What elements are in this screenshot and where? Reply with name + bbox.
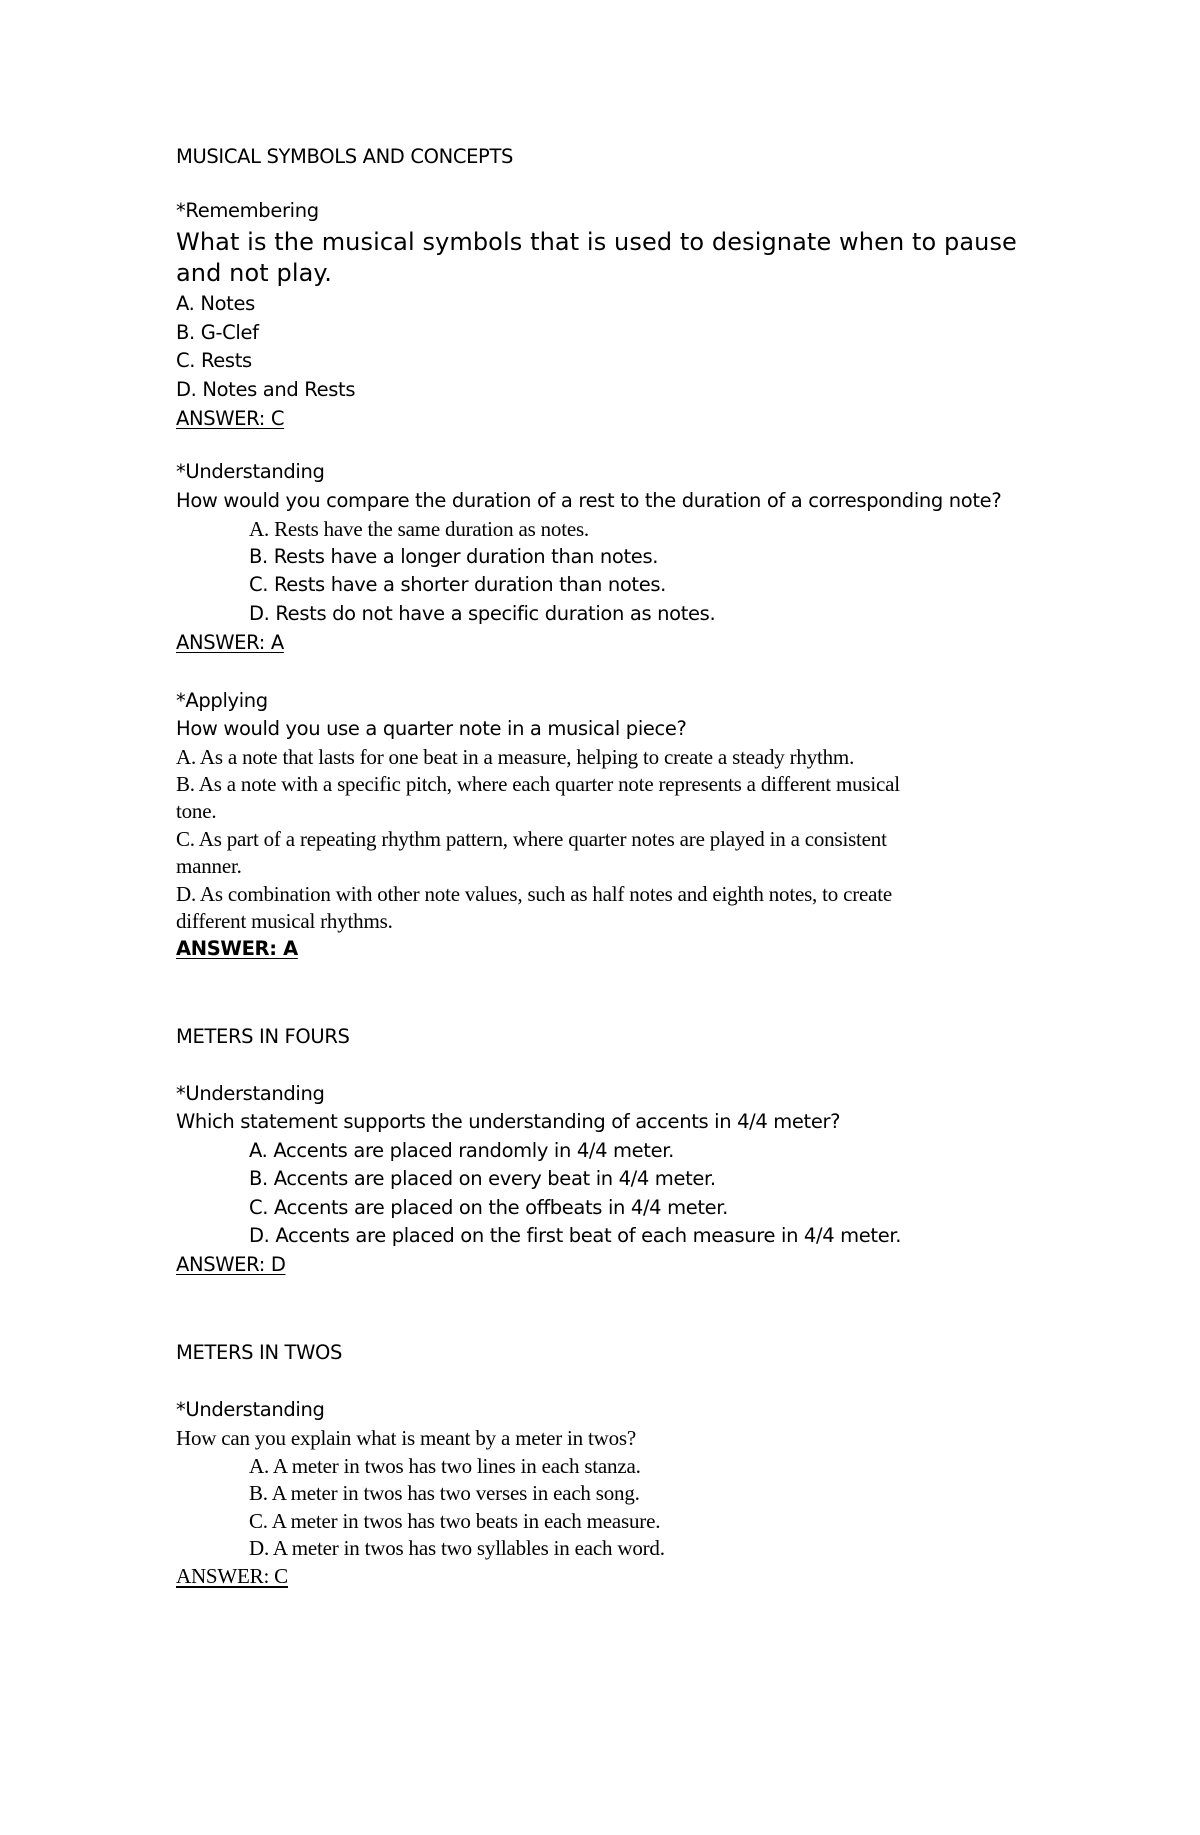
answer-option: A. Notes xyxy=(176,292,255,315)
answer-option: C. A meter in twos has two beats in each measure. xyxy=(249,1509,661,1533)
question-prompt: What is the musical symbols that is used to designate when to pause xyxy=(176,228,1017,256)
answer-key: ANSWER: A xyxy=(176,631,284,654)
answer-key: ANSWER: C xyxy=(176,1564,288,1588)
answer-option-line: different musical rhythms. xyxy=(176,909,393,933)
question-level: *Understanding xyxy=(176,1398,325,1421)
answer-option: A. Rests have the same duration as notes. xyxy=(249,517,589,541)
question-level: *Understanding xyxy=(176,460,325,483)
answer-key: ANSWER: D xyxy=(176,1253,286,1276)
answer-option: B. G-Clef xyxy=(176,321,259,344)
answer-option: A. A meter in twos has two lines in each stanza. xyxy=(249,1454,641,1478)
question-level: *Remembering xyxy=(176,199,319,222)
answer-option: D. Rests do not have a specific duration as notes. xyxy=(249,602,716,625)
question-prompt: How can you explain what is meant by a meter in twos? xyxy=(176,1426,637,1450)
answer-option: C. Accents are placed on the offbeats in 4/4 meter. xyxy=(249,1196,729,1219)
answer-option: D. Accents are placed on the first beat of each measure in 4/4 meter. xyxy=(249,1224,902,1247)
answer-option: C. Rests have a shorter duration than notes. xyxy=(249,573,667,596)
answer-option-line: C. As part of a repeating rhythm pattern, where quarter notes are played in a consistent xyxy=(176,827,887,851)
answer-option: C. Rests xyxy=(176,349,252,372)
question-level: *Applying xyxy=(176,689,268,712)
question-prompt: How would you use a quarter note in a musical piece? xyxy=(176,717,687,740)
answer-option: D. A meter in twos has two syllables in each word. xyxy=(249,1536,665,1560)
answer-key: ANSWER: A xyxy=(176,937,298,960)
answer-key: ANSWER: C xyxy=(176,407,285,430)
answer-option: A. Accents are placed randomly in 4/4 meter. xyxy=(249,1139,674,1162)
section-title: METERS IN FOURS xyxy=(176,1025,350,1048)
answer-option: B. A meter in twos has two verses in each song. xyxy=(249,1481,640,1505)
answer-option: B. Rests have a longer duration than notes. xyxy=(249,545,659,568)
answer-option-line: tone. xyxy=(176,799,217,823)
answer-option-line: D. As combination with other note values, such as half notes and eighth notes, to create xyxy=(176,882,893,906)
section-title: MUSICAL SYMBOLS AND CONCEPTS xyxy=(176,145,514,168)
section-title: METERS IN TWOS xyxy=(176,1341,343,1364)
answer-option: D. Notes and Rests xyxy=(176,378,356,401)
question-level: *Understanding xyxy=(176,1082,325,1105)
question-prompt: How would you compare the duration of a rest to the duration of a corresponding note? xyxy=(176,489,1002,512)
question-prompt: Which statement supports the understanding of accents in 4/4 meter? xyxy=(176,1110,841,1133)
answer-option-line: A. As a note that lasts for one beat in a measure, helping to create a steady rhythm. xyxy=(176,745,855,769)
answer-option: B. Accents are placed on every beat in 4/4 meter. xyxy=(249,1167,716,1190)
question-prompt: and not play. xyxy=(176,259,333,287)
answer-option-line: manner. xyxy=(176,854,242,878)
answer-option-line: B. As a note with a specific pitch, where each quarter note represents a different musical xyxy=(176,772,900,796)
